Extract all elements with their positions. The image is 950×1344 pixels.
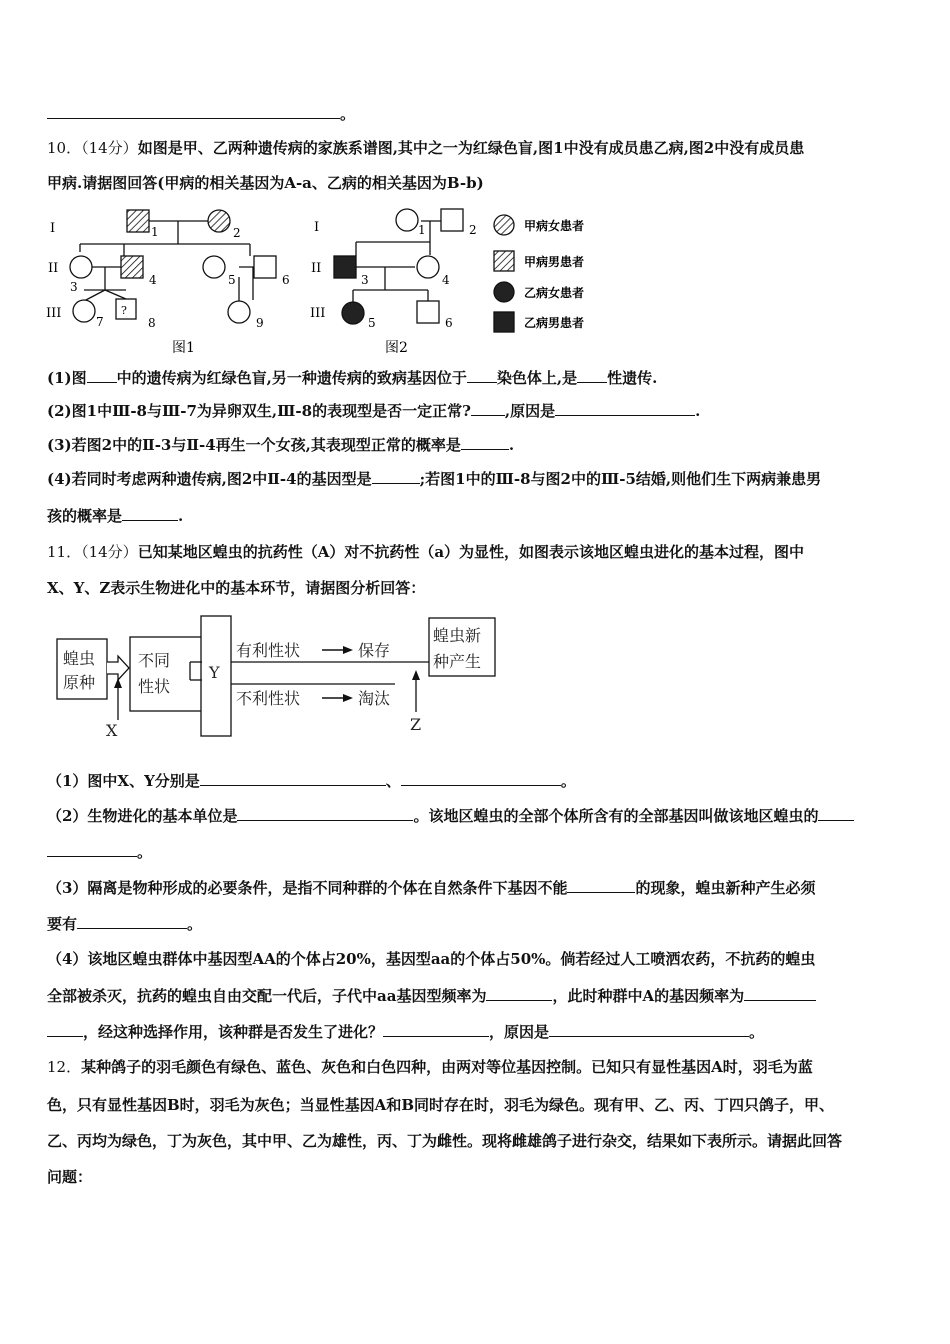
fig2-II4-female — [417, 256, 439, 278]
fig1-gen-II: II — [48, 261, 59, 276]
answer-blank[interactable] — [555, 400, 695, 416]
fig2-III5-affected-female — [342, 302, 364, 324]
q11-sub4-line3: ，经这种选择作用，该种群是否发生了进化？ ，原因是 。 — [47, 1021, 907, 1043]
svg-text:1: 1 — [418, 223, 426, 237]
svg-text:7: 7 — [96, 315, 104, 329]
svg-text:甲病女患者: 甲病女患者 — [524, 219, 585, 233]
answer-blank[interactable] — [744, 985, 816, 1001]
q11-number: 11． — [47, 543, 82, 561]
q10-sub2: (2)图1中Ⅲ-8与Ⅲ-7为异卵双生,Ⅲ-8的表现型是否一定正常? ,原因是 . — [47, 402, 701, 420]
previous-answer-blank: 。 — [47, 103, 907, 125]
svg-text:9: 9 — [256, 316, 264, 330]
fig2-II3-affected-male — [334, 256, 356, 278]
q10-sub4-line1: (4)若同时考虑两种遗传病,图2中Ⅱ-4的基因型是 ;若图1中的Ⅲ-8与图2中的Ⅲ-5结婚,则他们生下两病兼患男 — [47, 470, 822, 488]
q11-score: （14分） — [81, 543, 138, 561]
legend-b-female-icon — [494, 282, 514, 302]
svg-text:6: 6 — [282, 273, 290, 287]
svg-text:淘汰: 淘汰 — [358, 689, 391, 708]
box-different-traits — [130, 637, 202, 711]
q10-sub3: (3)若图2中的Ⅱ-3与Ⅱ-4再生一个女孩,其表现型正常的概率是 . — [47, 436, 515, 454]
svg-text:6: 6 — [445, 316, 453, 330]
svg-text:有利性状: 有利性状 — [236, 641, 301, 660]
answer-blank[interactable] — [383, 1021, 489, 1037]
fig1-II3-female — [70, 256, 92, 278]
svg-text:1: 1 — [151, 225, 159, 239]
q12-number: 12． — [47, 1058, 82, 1076]
svg-text:2: 2 — [469, 223, 477, 237]
fig1-II5-female — [203, 256, 225, 278]
fig1-II4-affected-male — [121, 256, 143, 278]
q11-sub3-line1: （3）隔离是物种形成的必要条件，是指不同种群的个体在自然条件下基因不能 的现象，蝗虫新种产生必须 — [47, 879, 816, 897]
pedigree-figure — [40, 200, 620, 356]
svg-text:8: 8 — [148, 316, 156, 330]
q10-stem-line2: 甲病.请据图回答(甲病的相关基因为A-a、乙病的相关基因为B-b) — [47, 174, 484, 192]
arrow-up-icon — [412, 670, 420, 680]
svg-text:2: 2 — [233, 226, 241, 240]
svg-text:乙病男患者: 乙病男患者 — [524, 316, 585, 330]
svg-text:性状: 性状 — [138, 677, 171, 696]
fig1-I1-affected-male — [127, 210, 149, 232]
hollow-arrow-icon — [107, 656, 129, 680]
answer-blank[interactable] — [467, 367, 497, 383]
fig1-label: 图1 — [172, 340, 195, 356]
q12-stem-line3: 乙、丙均为绿色，丁为灰色，其中甲、乙为雄性，丙、丁为雌性。现将雌雄鸽子进行杂交，结果如下表所示。请据此回答 — [47, 1132, 843, 1150]
fig1-gen-III: III — [46, 306, 62, 321]
legend-b-male-icon — [494, 312, 514, 332]
fig2-III6-male — [417, 301, 439, 323]
answer-blank[interactable] — [237, 805, 413, 821]
answer-blank[interactable] — [122, 505, 178, 521]
answer-blank[interactable] — [87, 367, 117, 383]
q10-sub4-line2: 孩的概率是 . — [47, 507, 184, 525]
q11-sub2-line1: （2）生物进化的基本单位是 。该地区蝗虫的全部个体所含有的全部基因叫做该地区蝗虫的 — [47, 805, 907, 827]
svg-text:4: 4 — [442, 273, 450, 287]
q11-sub1: （1）图中X、Y分别是 、 。 — [47, 772, 576, 790]
arrow-right-icon — [343, 694, 353, 702]
legend-a-male-icon — [494, 251, 514, 271]
svg-text:不利性状: 不利性状 — [236, 689, 301, 708]
legend-a-female-icon — [494, 215, 514, 235]
svg-text:保存: 保存 — [358, 641, 391, 660]
svg-text:Y: Y — [209, 663, 220, 682]
answer-blank[interactable] — [818, 805, 854, 821]
svg-text:蝗虫新: 蝗虫新 — [433, 626, 482, 645]
answer-blank[interactable] — [461, 434, 509, 450]
answer-blank[interactable] — [47, 103, 340, 119]
fig2-I2-male — [441, 209, 463, 231]
answer-blank[interactable] — [577, 367, 607, 383]
arrow-up-icon — [114, 678, 122, 688]
svg-text:种产生: 种产生 — [433, 652, 482, 671]
fig2-gen-I: I — [314, 220, 320, 235]
answer-blank[interactable] — [549, 1021, 749, 1037]
q11-sub3-line2: 要有 。 — [47, 915, 203, 933]
fig1-III9-female — [228, 301, 250, 323]
arrow-right-icon — [343, 646, 353, 654]
fig2-gen-III: III — [310, 306, 326, 321]
answer-blank[interactable] — [77, 913, 187, 929]
svg-text:不同: 不同 — [138, 651, 171, 670]
q11-stem-line2: X、Y、Z表示生物进化中的基本环节，请据图分析回答： — [47, 579, 426, 597]
q10-number: 10． — [47, 139, 82, 157]
q11-sub4-line2: 全部被杀灭，抗药的蝗虫自由交配一代后，子代中aa基因型频率为 ，此时种群中A的基因频率为 — [47, 985, 907, 1007]
q11-sub2-line2: 。 — [47, 841, 907, 863]
svg-text:?: ? — [121, 304, 127, 317]
svg-text:4: 4 — [149, 273, 157, 287]
answer-blank[interactable] — [47, 841, 137, 857]
answer-blank[interactable] — [486, 985, 552, 1001]
q10-sub1: (1)图 中的遗传病为红绿色盲,另一种遗传病的致病基因位于 染色体上,是 性遗传. — [47, 369, 658, 387]
answer-blank[interactable] — [47, 1021, 83, 1037]
svg-text:5: 5 — [228, 273, 236, 287]
fig1-gen-I: I — [50, 221, 56, 236]
q10-score: （14分） — [81, 139, 138, 157]
q12-stem-line4: 问题： — [47, 1168, 93, 1186]
q11-stem-line1: 11．（14分）已知某地区蝗虫的抗药性（A）对不抗药性（a）为显性，如图表示该地区蝗虫进化的基本过程，图中 — [47, 543, 805, 561]
fig2-gen-II: II — [311, 261, 322, 276]
q11-sub4-line1: （4）该地区蝗虫群体中基因型AA的个体占20%，基因型aa的个体占50%。倘若经过人工喷洒农药，不抗药的蝗虫 — [47, 950, 816, 968]
svg-text:X: X — [106, 721, 118, 740]
svg-text:3: 3 — [70, 280, 78, 294]
q10-stem-line1: 10．（14分）如图是甲、乙两种遗传病的家族系谱图,其中之一为红绿色盲,图1中没有成员患乙病,图2中没有成员患 — [47, 139, 805, 157]
q12-stem-line2: 色，只有显性基因B时，羽毛为灰色；当显性基因A和B同时存在时，羽毛为绿色。现有甲、乙、丙、丁四只鸽子，甲、 — [47, 1096, 834, 1114]
q12-stem-line1: 12．某种鸽子的羽毛颜色有绿色、蓝色、灰色和白色四种，由两对等位基因控制。已知只有显性基因A时，羽毛为蓝 — [47, 1058, 813, 1076]
answer-blank[interactable] — [567, 877, 635, 893]
evolution-process-diagram — [50, 612, 510, 742]
fig1-I2-affected-female — [208, 210, 230, 232]
svg-text:原种: 原种 — [63, 673, 96, 692]
svg-text:乙病女患者: 乙病女患者 — [524, 286, 585, 300]
fig1-II6-male — [254, 256, 276, 278]
answer-blank[interactable] — [471, 400, 505, 416]
answer-blank[interactable] — [372, 468, 420, 484]
svg-text:蝗虫: 蝗虫 — [63, 649, 96, 668]
fig2-I1-female — [396, 209, 418, 231]
svg-text:3: 3 — [361, 273, 369, 287]
answer-blank[interactable] — [401, 770, 561, 786]
fig1-III7-female — [73, 300, 95, 322]
svg-text:Z: Z — [410, 715, 422, 734]
svg-text:5: 5 — [368, 316, 376, 330]
answer-blank[interactable] — [200, 770, 386, 786]
svg-text:甲病男患者: 甲病男患者 — [524, 255, 585, 269]
fig2-label: 图2 — [385, 340, 408, 356]
